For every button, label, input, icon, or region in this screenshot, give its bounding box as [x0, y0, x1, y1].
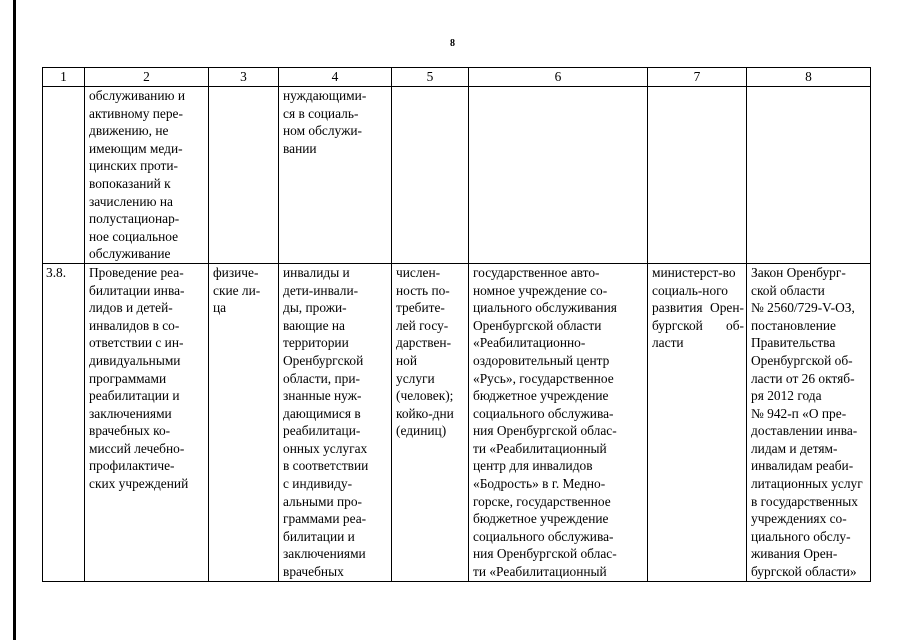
recipient-type-cell: физиче- ские ли- ца: [209, 263, 279, 581]
volume-indicator-cell: [392, 87, 469, 264]
recipient-type-cell: [209, 87, 279, 264]
column-header: 8: [747, 68, 871, 87]
recipient-category-cell: инвалиды и дети-инвали- ды, прожи- вающие на территории Оренбургской области, при- знанные нуж- дающимися в реабилитаци- онных услугах в соответствии с индивиду- альными про- граммами реа- билитации и заключениями врачебных: [279, 263, 392, 581]
page-edge-line: [13, 0, 16, 640]
column-header: 5: [392, 68, 469, 87]
responsible-authority-cell: [648, 87, 747, 264]
legal-basis-cell: [747, 87, 871, 264]
volume-indicator-cell: числен- ность по- требите- лей госу- дарствен- ной услуги (человек); койко-дни (единиц): [392, 263, 469, 581]
column-header: 6: [469, 68, 648, 87]
page-number: 8: [450, 38, 455, 49]
column-header: 7: [648, 68, 747, 87]
service-name-cell: Проведение реа- билитации инва- лидов и детей- инвалидов в со- ответствии с ин- дивидуальными программами реабилитации и заключениями врачебных ко- миссий лечебно- профилактиче- ских учреждений: [85, 263, 209, 581]
column-header: 3: [209, 68, 279, 87]
column-header: 4: [279, 68, 392, 87]
row-number-cell: [43, 87, 85, 264]
row-number-cell: 3.8.: [43, 263, 85, 581]
service-name-cell: обслуживанию и активному пере- движению, не имеющим меди- цинских проти- вопоказаний к зачислению на полустационар- ное социальное обслуживание: [85, 87, 209, 264]
table-row: [43, 87, 871, 264]
column-header: 2: [85, 68, 209, 87]
table-row: [43, 263, 871, 581]
header-row: [43, 68, 871, 87]
responsible-authority-cell: министерст-во социаль-ного развития Орен-бургской об-ласти: [648, 263, 747, 581]
services-table: [42, 67, 871, 582]
provider-institutions-cell: государственное авто- номное учреждение со- циального обслуживания Оренбургской области «Реабилитационно- оздоровительный центр «Русь», государственное бюджетное учреждение социального обслужива- ния Оренбургской облас- ти «Реабилитационный центр для инвалидов «Бодрость» в г. Медно- горске, государственное бюджетное учреждение социального обслужива- ния Оренбургской облас- ти «Реабилитационный: [469, 263, 648, 581]
recipient-category-cell: нуждающими- ся в социаль- ном обслужи- вании: [279, 87, 392, 264]
legal-basis-cell: Закон Оренбург- ской области № 2560/729-V-ОЗ, постановление Правительства Оренбургской об- ласти от 26 октяб- ря 2012 года № 942-п «О пре- доставлении инва- лидам и детям- инвалидам реаби- литационных услуг в государственных учреждениях со- циального обслу- живания Орен- бургской области»: [747, 263, 871, 581]
provider-institutions-cell: [469, 87, 648, 264]
column-header: 1: [43, 68, 85, 87]
